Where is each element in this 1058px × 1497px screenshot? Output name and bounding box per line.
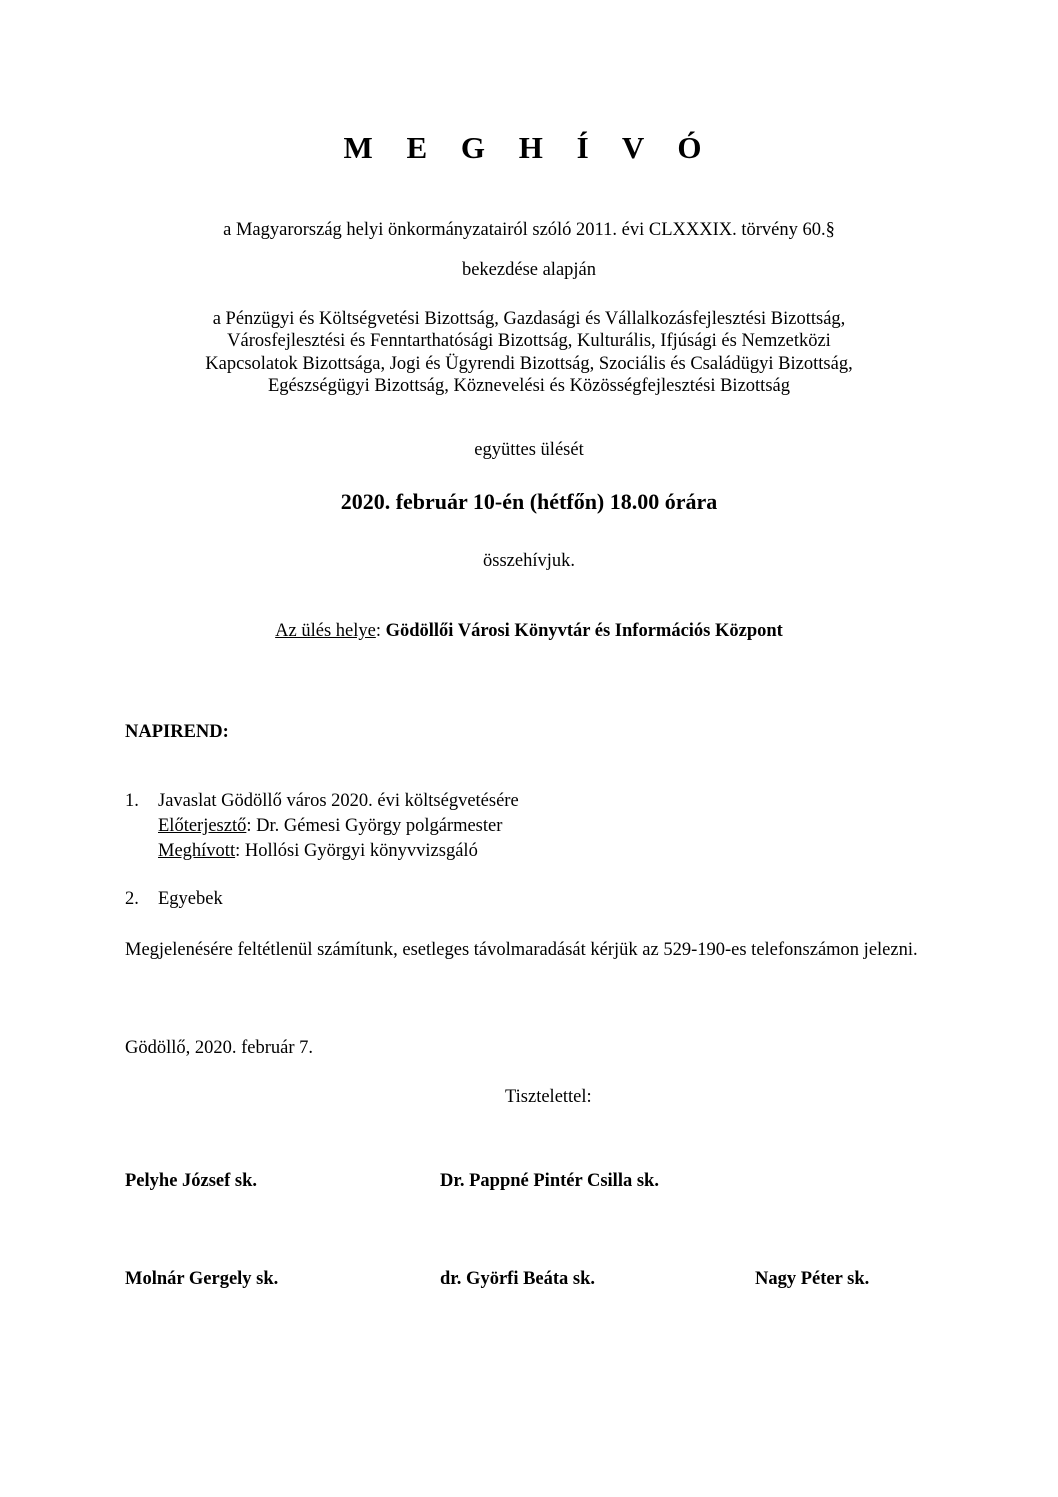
agenda-heading: NAPIREND: (125, 722, 229, 742)
location-label: Az ülés helye (275, 621, 376, 641)
joint-session: együttes ülését (474, 440, 584, 460)
meeting-datetime: 2020. február 10-én (hétfőn) 18.00 órára (340, 489, 718, 514)
convene-text: összehívjuk. (483, 551, 575, 571)
committee-line: Városfejlesztési és Fenntarthatósági Bizottság, Kulturális, Ifjúsági és Nemzetközi (227, 331, 831, 351)
signatory: dr. Györfi Beáta sk. (440, 1269, 596, 1289)
signatory: Nagy Péter sk. (755, 1269, 870, 1289)
agenda-item-text: Egyebek (158, 889, 223, 909)
committee-line: a Pénzügyi és Költségvetési Bizottság, Gazdasági és Vállalkozásfejlesztési Bizottság, (212, 309, 846, 329)
signatory: Pelyhe József sk. (125, 1171, 258, 1191)
committee-line: Egészségügyi Bizottság, Köznevelési és Közösségfejlesztési Bizottság (268, 376, 790, 396)
committee-line: Kapcsolatok Bizottsága, Jogi és Ügyrendi Bizottság, Szociális és Családügyi Bizottság, (205, 354, 853, 374)
attendance-notice: Megjelenésére feltétlenül számítunk, esetleges távolmaradását kérjük az 529-190-es telefonszámon jelezni. (125, 940, 918, 960)
place-date: Gödöllő, 2020. február 7. (125, 1038, 314, 1058)
agenda-item-number: 2. (125, 889, 139, 909)
agenda-heading-text: NAPIREND (125, 722, 223, 742)
agenda-item-text: Javaslat Gödöllő város 2020. évi költségvetésére (158, 791, 519, 811)
intro-line-1: a Magyarország helyi önkormányzatairól szóló 2011. évi CLXXXIX. törvény 60.§ (223, 220, 835, 240)
agenda-invited: Meghívott: Hollósi Györgyi könyvvizsgáló (158, 841, 478, 861)
agenda-item-number: 1. (125, 791, 139, 811)
document-title: M E G H Í V Ó (343, 130, 715, 165)
signatory: Molnár Gergely sk. (125, 1269, 279, 1289)
intro-line-2: bekezdése alapján (461, 260, 597, 280)
location-line: Az ülés helye: Gödöllői Városi Könyvtár és Információs Központ (275, 621, 783, 641)
presenter-label: Előterjesztő (158, 816, 247, 836)
location: Gödöllői Városi Könyvtár és Információs Központ (385, 621, 783, 641)
presenter-name: Dr. Gémesi György polgármester (256, 816, 503, 836)
closing: Tisztelettel: (505, 1087, 592, 1107)
signatory: Dr. Pappné Pintér Csilla sk. (440, 1171, 659, 1191)
agenda-presenter: Előterjesztő: Dr. Gémesi György polgármester (158, 816, 503, 836)
invited-label: Meghívott (158, 841, 236, 861)
invited-name: Hollósi Györgyi könyvvizsgáló (244, 841, 478, 861)
